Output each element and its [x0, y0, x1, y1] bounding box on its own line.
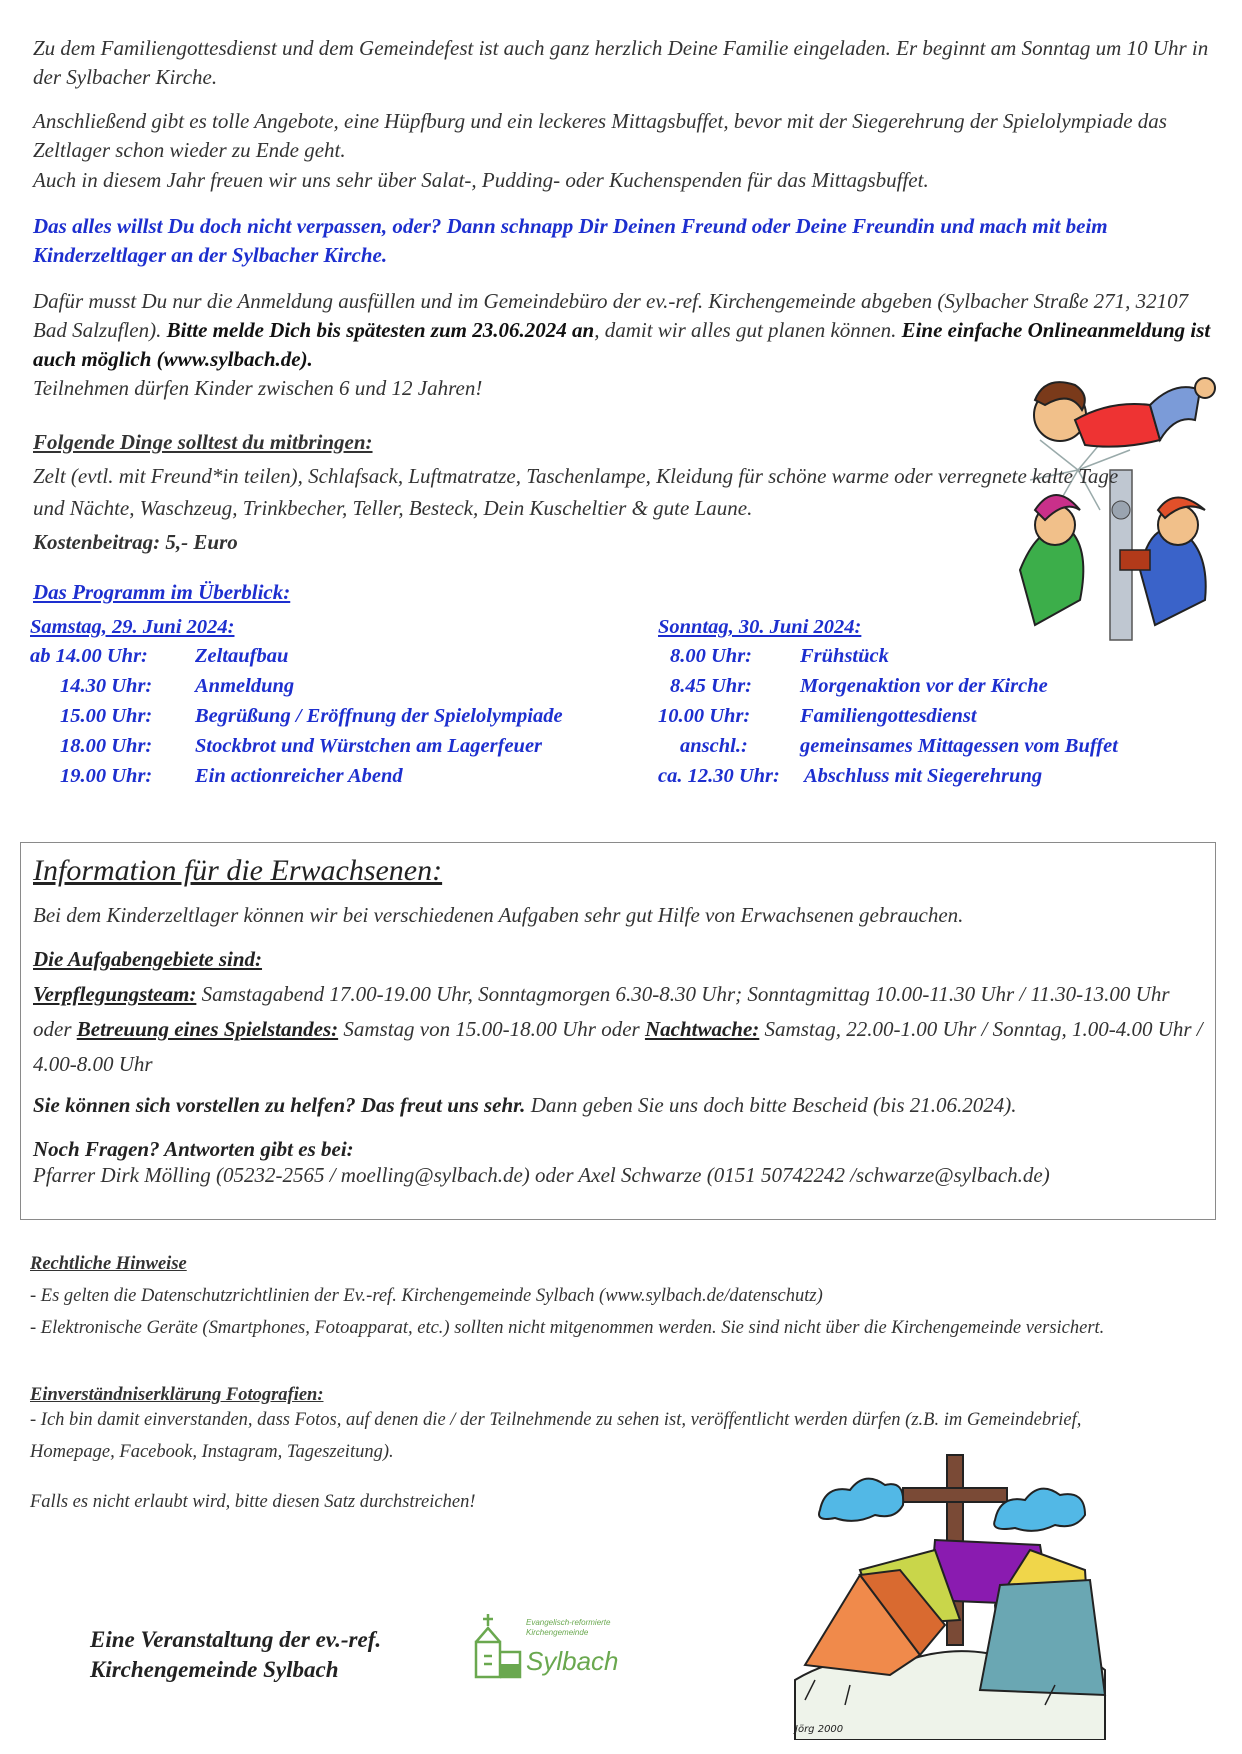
legal-line-1: - Es gelten die Datenschutzrichtlinien der Ev.-ref. Kirchengemeinde Sylbach (www.sylbach.de/datenschutz)	[30, 1286, 823, 1306]
tasks-heading: Die Aufgabengebiete sind:	[33, 947, 263, 971]
saturday-program	[30, 613, 563, 791]
help-text: Dann geben Sie uns doch bitte Bescheid (bis 21.06.2024).	[525, 1093, 1017, 1117]
night-watch-label: Nachtwache:	[644, 1017, 760, 1041]
sunday-title: Sonntag, 30. Juni 2024:	[658, 616, 862, 638]
list-item: 14.30 Uhr: Anmeldung	[60, 675, 295, 697]
help-bold: Sie können sich vorstellen zu helfen? Das freut uns sehr.	[33, 1093, 526, 1117]
questions-heading: Noch Fragen? Antworten gibt es bei:	[33, 1137, 354, 1161]
organizer-line-2: Kirchengemeinde Sylbach	[90, 1657, 339, 1682]
logo-name: Sylbach	[526, 1646, 619, 1676]
adults-intro: Bei dem Kinderzeltlager können wir bei verschiedenen Aufgaben sehr gut Hilfe von Erwachsenen gebrauchen.	[33, 903, 964, 927]
intro-paragraph-1: Zu dem Familiengottesdienst und dem Gemeindefest ist auch ganz herzlich Deine Familie eingeladen. Er beginnt am Sonntag um 10 Uhr in der Sylbacher Kirche.	[33, 36, 1209, 89]
bring-items: Zelt (evtl. mit Freund*in teilen), Schlafsack, Luftmatratze, Taschenlampe, Kleidung für schöne warme oder verregnete kalte Tage und Nächte, Waschzeug, Trinkbecher, Teller, Besteck, Dein Kuscheltier & gute Laune.	[33, 464, 1119, 520]
list-item: ca. 12.30 Uhr: Abschluss mit Siegerehrung	[658, 765, 1043, 787]
contacts: Pfarrer Dirk Mölling (05232-2565 / moelling@sylbach.de) oder Axel Schwarze (0151 50742242 /schwarze@sylbach.de)	[33, 1163, 1050, 1187]
catering-text: Samstagabend 17.00-19.00 Uhr, Sonntagmorgen 6.30-8.30 Uhr; Sonntagmittag 10.00-11.30 Uhr / 11.30-13.00 Uhr oder	[33, 982, 1170, 1041]
adults-heading: Information für die Erwachsenen:	[33, 854, 443, 887]
bring-heading: Folgende Dinge solltest du mitbringen:	[33, 430, 373, 454]
online-registration-note: Eine einfache Onlineanmeldung ist auch möglich (www.sylbach.de).	[33, 318, 1211, 371]
registration-part-2: , damit wir alles gut planen können.	[594, 318, 902, 342]
church-logo-icon	[470, 1612, 630, 1682]
legal-heading: Rechtliche Hinweise	[30, 1254, 187, 1274]
photo-heading: Einverständniserklärung Fotografien:	[30, 1385, 324, 1405]
organizer-note	[90, 1625, 381, 1685]
strike-note: Falls es nicht erlaubt wird, bitte diesen Satz durchstreichen!	[30, 1492, 476, 1512]
list-item: ab 14.00 Uhr: Zeltaufbau	[30, 645, 289, 667]
catering-label: Verpflegungsteam:	[33, 982, 197, 1006]
cost-note: Kostenbeitrag: 5,- Euro	[33, 530, 238, 554]
list-item: 18.00 Uhr: Stockbrot und Würstchen am Lagerfeuer	[60, 735, 543, 757]
saturday-title: Samstag, 29. Juni 2024:	[30, 616, 235, 638]
help-paragraph	[33, 1089, 1203, 1122]
station-label: Betreuung eines Spielstandes:	[76, 1017, 339, 1041]
night-watch-text: Samstag, 22.00-1.00 Uhr / Sonntag, 1.00-4.00 Uhr / 4.00-8.00 Uhr	[33, 1017, 1203, 1076]
legal-line-2: - Elektronische Geräte (Smartphones, Fotoapparat, etc.) sollten nicht mitgenommen werden. Sie sind nicht über die Kirchengemeinde versichert.	[30, 1318, 1105, 1338]
list-item: 19.00 Uhr: Ein actionreicher Abend	[60, 765, 403, 787]
photo-consent-text: - Ich bin damit einverstanden, dass Fotos, auf denen die / der Teilnehmende zu sehen ist, veröffentlicht werden dürfen (z.B. im Gemeindebrief, Homepage, Facebook, Instagram, Tageszeitung).	[30, 1410, 1082, 1462]
program-heading: Das Programm im Überblick:	[33, 580, 291, 604]
list-item: 8.00 Uhr: Frühstück	[670, 645, 889, 667]
age-note: Teilnehmen dürfen Kinder zwischen 6 und 12 Jahren!	[33, 376, 483, 400]
signature: Jörg 2000	[795, 1724, 844, 1735]
logo-small-line-1: Evangelisch-reformierte	[526, 1618, 611, 1627]
list-item: anschl.: gemeinsames Mittagessen vom Buffet	[680, 735, 1118, 757]
sunday-program	[658, 613, 1118, 791]
list-item: 10.00 Uhr: Familiengottesdienst	[658, 705, 977, 727]
registration-part-1: Dafür musst Du nur die Anmeldung ausfüllen und im Gemeindebüro der ev.-ref. Kirchengemeinde abgeben (Sylbacher Straße 271, 32107 Bad Salzuflen).	[33, 289, 1189, 342]
adults-info-box	[20, 842, 1216, 1220]
tents-with-cross-illustration	[785, 1450, 1115, 1740]
list-item: 8.45 Uhr: Morgenaktion vor der Kirche	[670, 675, 1048, 697]
organizer-line-1: Eine Veranstaltung der ev.-ref.	[90, 1627, 382, 1652]
intro-paragraph-2: Anschließend gibt es tolle Angebote, eine Hüpfburg und ein leckeres Mittagsbuffet, bevor mit der Siegerehrung der Spielolympiade das Zeltlager schon wieder zu Ende geht.	[33, 109, 1167, 162]
logo-small-line-2: Kirchengemeinde	[526, 1628, 589, 1637]
list-item: 15.00 Uhr: Begrüßung / Eröffnung der Spielolympiade	[60, 705, 563, 727]
station-text: Samstag von 15.00-18.00 Uhr oder	[338, 1017, 645, 1041]
intro-paragraph-3: Auch in diesem Jahr freuen wir uns sehr über Salat-, Pudding- oder Kuchenspenden für das Mittagsbuffet.	[33, 168, 929, 192]
tasks-paragraph	[33, 977, 1203, 1082]
callout-text: Das alles willst Du doch nicht verpassen, oder? Dann schnapp Dir Deinen Freund oder Deine Freundin und mach mit beim Kinderzeltlager an der Sylbacher Kirche.	[33, 214, 1108, 267]
registration-deadline: Bitte melde Dich bis spätesten zum 23.06.2024 an	[166, 318, 595, 342]
